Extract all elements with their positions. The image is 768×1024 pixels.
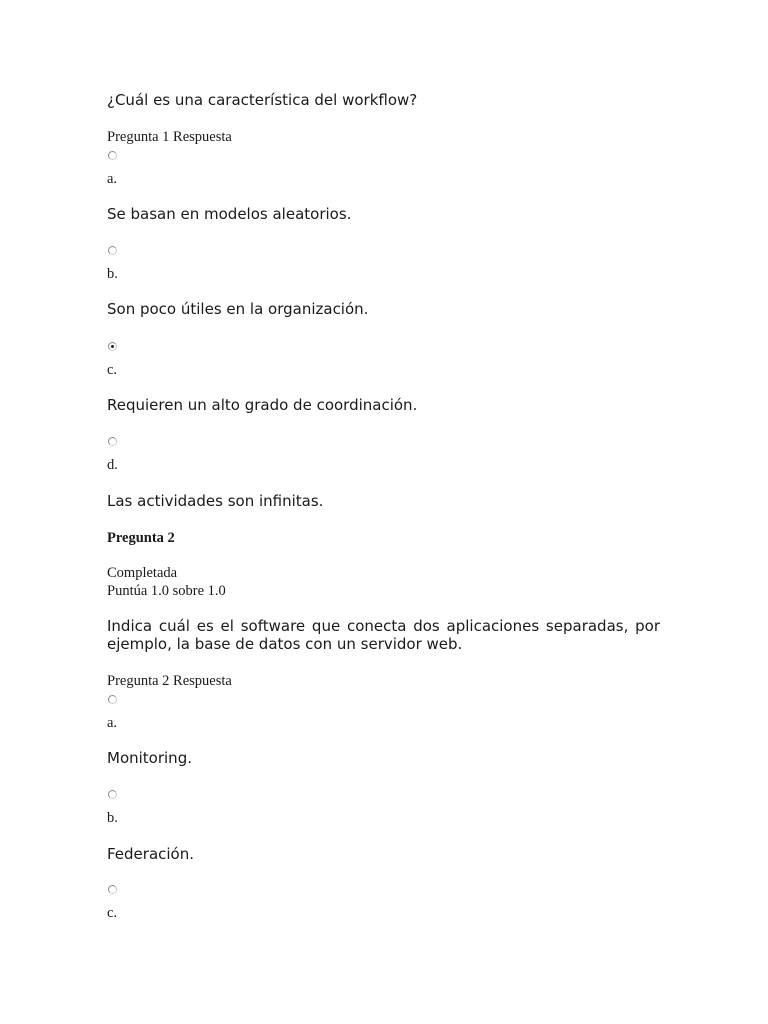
question-2-option-c-radio[interactable] xyxy=(108,885,117,894)
question-2-option-b-text: Federación. xyxy=(107,845,195,863)
question-1-option-d-text: Las actividades son infinitas. xyxy=(107,492,324,510)
question-2-option-a-radio[interactable] xyxy=(108,695,117,704)
question-2-text: Indica cuál es el software que conecta dos aplicaciones separadas, por ejemplo, la base de datos con un servidor web. xyxy=(107,617,660,653)
question-1-option-b-text: Son poco útiles en la organización. xyxy=(107,300,369,318)
question-2-answer-label: Pregunta 2 Respuesta xyxy=(107,673,232,689)
question-2-option-c-letter: c. xyxy=(107,905,118,921)
question-1-answer-label: Pregunta 1 Respuesta xyxy=(107,129,232,145)
question-2-option-b-radio[interactable] xyxy=(108,790,117,799)
question-1-option-c-text: Requieren un alto grado de coordinación. xyxy=(107,396,418,414)
question-1-option-c-radio[interactable] xyxy=(108,342,117,351)
question-2-heading: Pregunta 2 xyxy=(107,530,175,546)
question-1-option-a-letter: a. xyxy=(107,171,118,187)
question-1-option-d-radio[interactable] xyxy=(108,437,117,446)
question-2-option-a-text: Monitoring. xyxy=(107,749,192,767)
question-2-option-a-letter: a. xyxy=(107,715,118,731)
question-1-option-a-radio[interactable] xyxy=(108,151,117,160)
question-1-option-b-radio[interactable] xyxy=(108,246,117,255)
question-1-option-a-text: Se basan en modelos aleatorios. xyxy=(107,205,352,223)
question-2-option-b-letter: b. xyxy=(107,810,118,826)
question-2-score: Puntúa 1.0 sobre 1.0 xyxy=(107,583,226,599)
question-1-option-b-letter: b. xyxy=(107,266,118,282)
question-1-option-d-letter: d. xyxy=(107,457,118,473)
question-2-status: Completada xyxy=(107,565,178,581)
question-1-text: ¿Cuál es una característica del workflow? xyxy=(107,91,418,109)
question-1-option-c-letter: c. xyxy=(107,362,118,378)
